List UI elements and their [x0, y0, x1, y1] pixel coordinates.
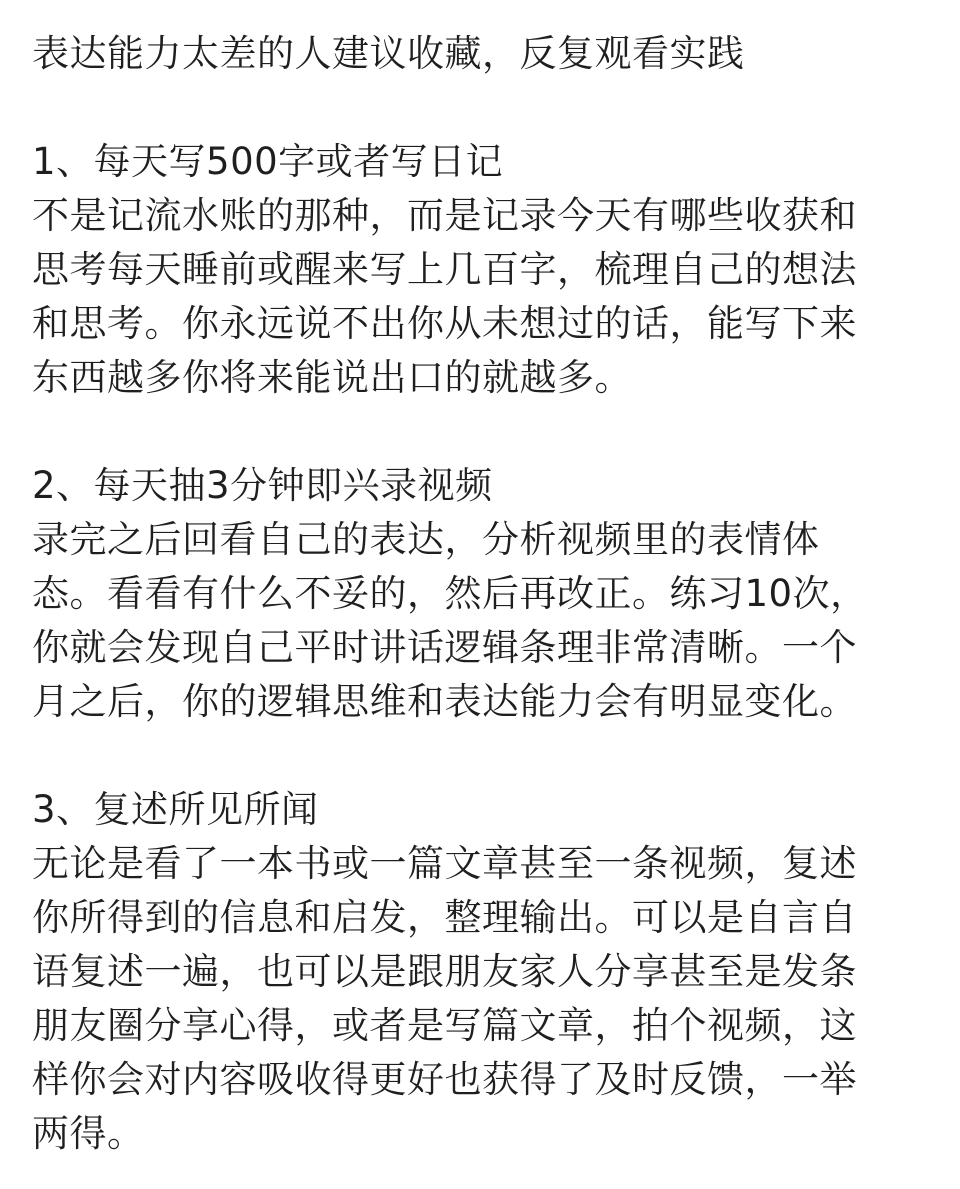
section-2-heading: 2、每天抽3分钟即兴录视频: [32, 464, 493, 507]
section-3-line-2: 你所得到的信息和启发，整理输出。可以是自言自: [32, 896, 857, 939]
section-1-line-3: 和思考。你永远说不出你从未想过的话，能写下来: [32, 302, 857, 345]
section-3-line-5: 样你会对内容吸收得更好也获得了及时反馈，一举: [32, 1058, 857, 1101]
section-3-line-1: 无论是看了一本书或一篇文章甚至一条视频，复述: [32, 842, 857, 885]
section-3-line-6: 两得。: [32, 1112, 145, 1155]
section-3-line-3: 语复述一遍，也可以是跟朋友家人分享甚至是发条: [32, 950, 857, 993]
page-title: 表达能力太差的人建议收藏，反复观看实践: [32, 32, 745, 75]
section-2-line-4: 月之后，你的逻辑思维和表达能力会有明显变化。: [32, 680, 857, 723]
section-2-line-1: 录完之后回看自己的表达，分析视频里的表情体: [32, 518, 820, 561]
section-1-line-2: 思考每天睡前或醒来写上几百字，梳理自己的想法: [32, 248, 857, 291]
section-1-heading: 1、每天写500字或者写日记: [32, 140, 504, 183]
section-2-line-2: 态。看看有什么不妥的，然后再改正。练习10次，: [32, 572, 868, 615]
section-2-line-3: 你就会发现自己平时讲话逻辑条理非常清晰。一个: [32, 626, 857, 669]
section-3-line-4: 朋友圈分享心得，或者是写篇文章，拍个视频，这: [32, 1004, 857, 1047]
section-1-line-4: 东西越多你将来能说出口的就越多。: [32, 356, 632, 399]
section-3-heading: 3、复述所见所闻: [32, 788, 319, 831]
section-1-line-1: 不是记流水账的那种，而是记录今天有哪些收获和: [32, 194, 857, 237]
